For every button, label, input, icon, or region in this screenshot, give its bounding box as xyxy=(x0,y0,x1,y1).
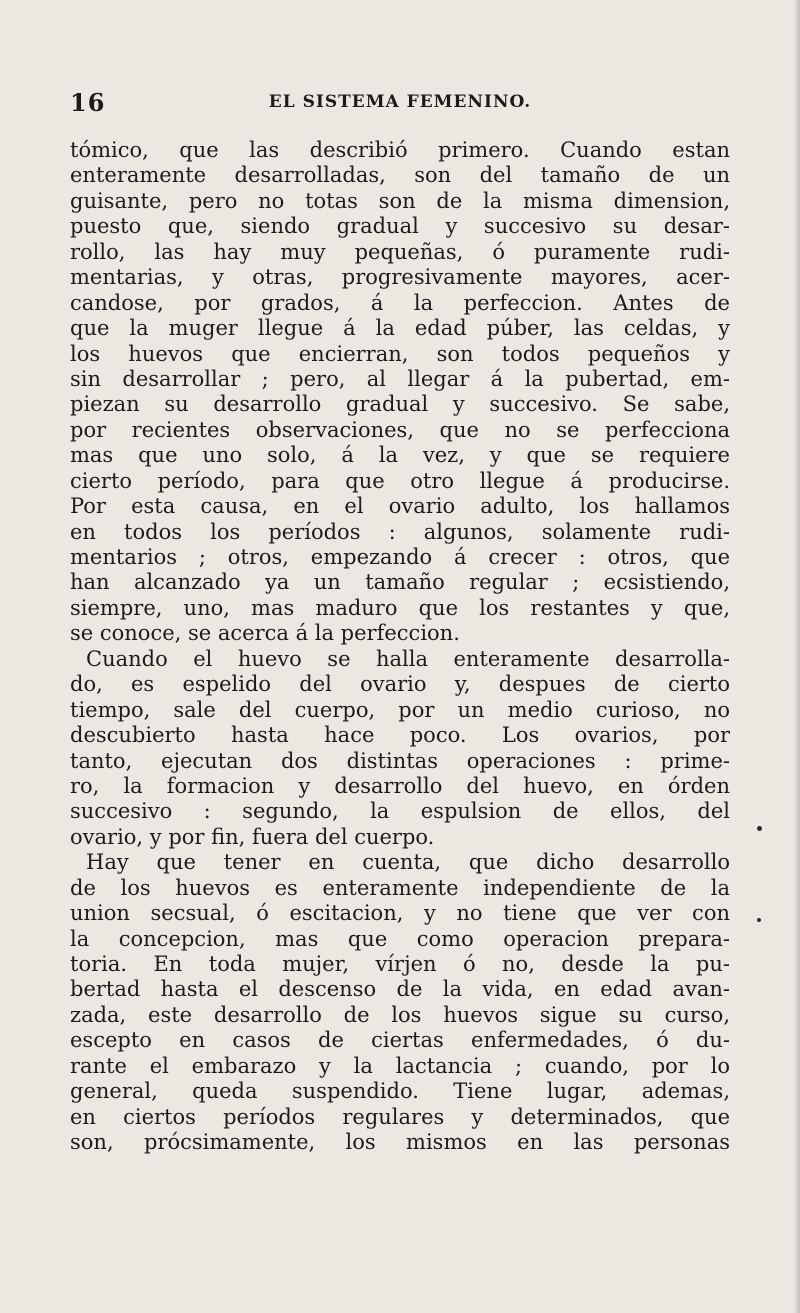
text-line: tiempo, sale del cuerpo, por un medio curioso, no xyxy=(70,697,730,722)
text-line: que la muger llegue á la edad púber, las celdas, y xyxy=(70,316,730,341)
text-line: general, queda suspendido. Tiene lugar, ademas, xyxy=(70,1079,730,1104)
text-line: rollo, las hay muy pequeñas, ó puramente rudi- xyxy=(70,239,730,264)
body-text xyxy=(70,138,730,1156)
text-line: enteramente desarrolladas, son del tamaño de un xyxy=(70,163,730,188)
text-line: tanto, ejecutan dos distintas operaciones : prime- xyxy=(70,748,730,773)
text-line: piezan su desarrollo gradual y succesivo. Se sabe, xyxy=(70,392,730,417)
margin-dot-mark xyxy=(757,826,762,831)
paragraph-start-line: Cuando el huevo se halla enteramente desarrolla- xyxy=(86,646,730,671)
text-line: bertad hasta el descenso de la vida, en edad avan- xyxy=(70,977,730,1002)
text-line: mentarias, y otras, progresivamente mayores, acer- xyxy=(70,265,730,290)
text-line: han alcanzado ya un tamaño regular ; ecsistiendo, xyxy=(70,570,730,595)
text-line: mas que uno solo, á la vez, y que se requiere xyxy=(70,443,730,468)
text-line: candose, por grados, á la perfeccion. Antes de xyxy=(70,290,730,315)
text-line: cierto período, para que otro llegue á producirse. xyxy=(70,468,730,493)
text-line: rante el embarazo y la lactancia ; cuando, por lo xyxy=(70,1053,730,1078)
page-edge-shadow xyxy=(794,0,800,1313)
text-line: tómico, que las describió primero. Cuando estan xyxy=(70,138,730,162)
text-line: descubierto hasta hace poco. Los ovarios, por xyxy=(70,723,730,748)
text-line: succesivo : segundo, la espulsion de ellos, del xyxy=(70,799,730,824)
page-header xyxy=(70,88,730,116)
text-line: guisante, pero no totas son de la misma dimension, xyxy=(70,188,730,213)
text-line: toria. En toda mujer, vírjen ó no, desde la pu- xyxy=(70,952,730,976)
text-line: los huevos que encierran, son todos pequeños y xyxy=(70,341,730,366)
paragraph-end-line: ovario, y por fin, fuera del cuerpo. xyxy=(70,824,435,849)
running-title: EL SISTEMA FEMENINO. xyxy=(268,92,532,112)
paragraph-start-line: Hay que tener en cuenta, que dicho desarrollo xyxy=(86,850,730,875)
text-line: son, prócsimamente, los mismos en las personas xyxy=(70,1130,730,1155)
text-line: la concepcion, mas que como operacion prepara- xyxy=(70,926,730,951)
text-line: siempre, uno, mas maduro que los restantes y que, xyxy=(70,595,730,620)
text-line: do, es espelido del ovario y, despues de cierto xyxy=(70,672,730,697)
text-line: en todos los períodos : algunos, solamente rudi- xyxy=(70,519,730,544)
margin-dot-mark xyxy=(757,918,761,922)
text-line: de los huevos es enteramente independiente de la xyxy=(70,875,730,900)
text-line: union secsual, ó escitacion, y no tiene que ver con xyxy=(70,901,730,926)
text-line: en ciertos períodos regulares y determinados, que xyxy=(70,1104,730,1129)
text-line: Por esta causa, en el ovario adulto, los hallamos xyxy=(70,494,730,519)
text-line: ro, la formacion y desarrollo del huevo, en órden xyxy=(70,773,730,798)
text-line: sin desarrollar ; pero, al llegar á la pubertad, em- xyxy=(70,366,730,391)
text-line: escepto en casos de ciertas enfermedades, ó du- xyxy=(70,1028,730,1053)
text-line: mentarios ; otros, empezando á crecer : otros, que xyxy=(70,545,730,569)
paragraph-end-line: se conoce, se acerca á la perfeccion. xyxy=(70,621,460,646)
text-line: zada, este desarrollo de los huevos sigue su curso, xyxy=(70,1002,730,1027)
page-number: 16 xyxy=(70,88,106,117)
text-line: puesto que, siendo gradual y succesivo su desar- xyxy=(70,214,730,239)
text-line: por recientes observaciones, que no se perfecciona xyxy=(70,417,730,442)
